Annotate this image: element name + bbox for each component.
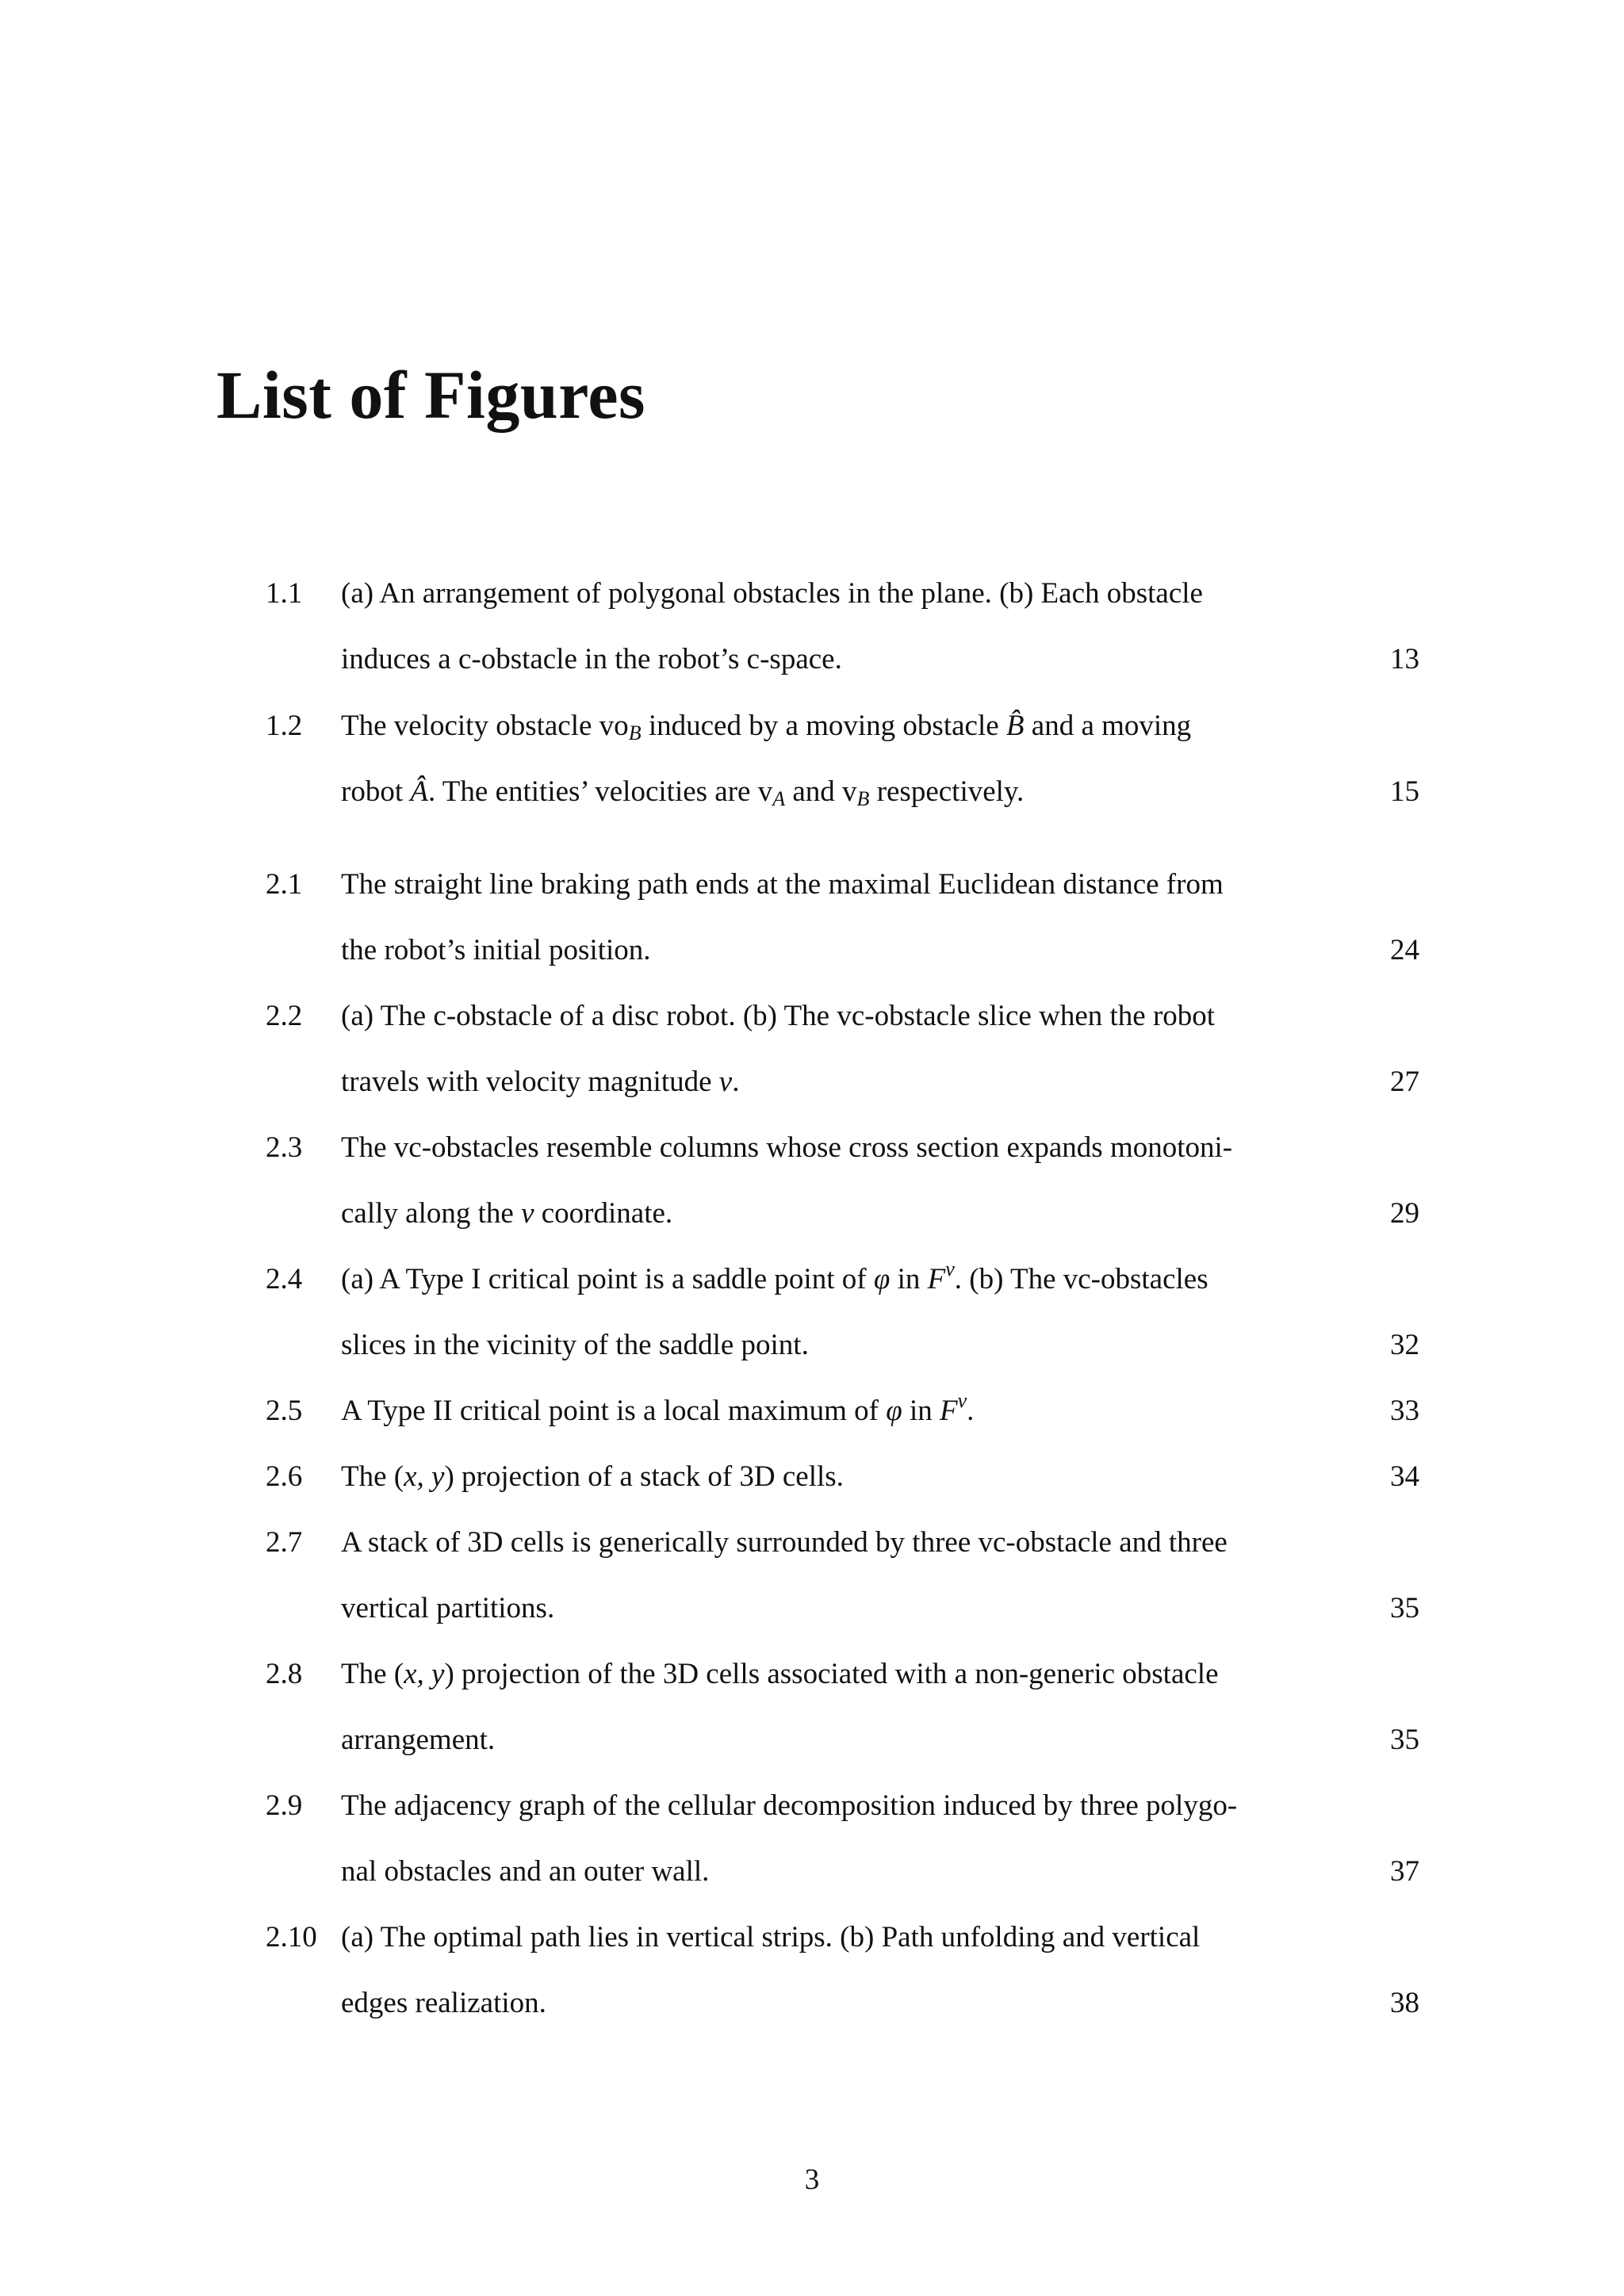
page-ref: 38: [1390, 1987, 1419, 2019]
lof-entry-2-1-cont[interactable]: [0, 932, 1624, 970]
lof-entry-1-1[interactable]: [0, 575, 1624, 613]
figure-number: 2.5: [266, 1395, 303, 1427]
figure-number: 2.9: [266, 1789, 303, 1822]
caption-line: the robot’s initial position.: [341, 934, 651, 966]
lof-entry-2-6[interactable]: [0, 1458, 1624, 1496]
page-ref: 34: [1390, 1460, 1419, 1493]
figure-number: 2.2: [266, 1000, 303, 1032]
lof-entry-2-5[interactable]: [0, 1389, 1624, 1430]
figure-number: 2.3: [266, 1131, 303, 1164]
caption-line: edges realization.: [341, 1987, 546, 2019]
page-ref: 29: [1390, 1197, 1419, 1230]
lof-entry-2-9-cont[interactable]: [0, 1853, 1624, 1891]
caption-line: (a) The c-obstacle of a disc robot. (b) The vc-obstacle slice when the robot: [341, 1000, 1216, 1032]
lof-entry-2-1[interactable]: [0, 866, 1624, 904]
lof-entry-1-1-cont[interactable]: [0, 641, 1624, 679]
page-ref: 35: [1390, 1592, 1419, 1624]
lof-entry-2-3-cont[interactable]: [0, 1195, 1624, 1233]
caption-line: (a) A Type I critical point is a saddle point of φ in $F^v$. (b) The vc-obstacles: [341, 1257, 1208, 1295]
lof-entry-2-4-cont[interactable]: [0, 1326, 1624, 1364]
lof-entry-2-9[interactable]: [0, 1787, 1624, 1825]
page-ref: 35: [1390, 1724, 1419, 1756]
figure-number: 1.2: [266, 710, 303, 742]
page-ref: 33: [1390, 1395, 1419, 1427]
figure-number: 2.8: [266, 1658, 303, 1690]
caption-line: The straight line braking path ends at the maximal Euclidean distance from: [341, 868, 1224, 901]
lof-entry-1-2-cont[interactable]: [0, 773, 1624, 811]
lof-entry-2-8-cont[interactable]: [0, 1721, 1624, 1759]
lof-entry-2-10[interactable]: [0, 1919, 1624, 1957]
page-ref: 24: [1390, 934, 1419, 966]
caption-line: nal obstacles and an outer wall.: [341, 1855, 710, 1888]
caption-line: cally along the ν coordinate.: [341, 1197, 673, 1230]
lof-entry-2-10-cont[interactable]: [0, 1984, 1624, 2022]
caption-line: vertical partitions.: [341, 1592, 555, 1624]
lof-entry-2-8[interactable]: [0, 1655, 1624, 1693]
lof-entry-2-2[interactable]: [0, 997, 1624, 1035]
caption-line: (a) The optimal path lies in vertical strips. (b) Path unfolding and vertical: [341, 1921, 1201, 1954]
caption-line: (a) An arrangement of polygonal obstacles in the plane. (b) Each obstacle: [341, 577, 1203, 610]
lof-entry-2-4[interactable]: [0, 1257, 1624, 1299]
page-ref: 37: [1390, 1855, 1419, 1888]
lof-entry-2-2-cont[interactable]: [0, 1063, 1624, 1101]
page-ref: 32: [1390, 1329, 1419, 1361]
caption-line: The velocity obstacle $vo_B$ induced by a moving obstacle B̂ and a moving: [341, 710, 1192, 744]
figure-number: 2.10: [266, 1921, 317, 1954]
caption-line: arrangement.: [341, 1724, 496, 1756]
figure-number: 2.7: [266, 1526, 303, 1559]
figure-number: 2.4: [266, 1263, 303, 1295]
caption-line: The (x, y) projection of a stack of 3D cells.: [341, 1460, 844, 1493]
caption-line: The (x, y) projection of the 3D cells associated with a non-generic obstacle: [341, 1658, 1219, 1690]
caption-line: A stack of 3D cells is generically surrounded by three vc-obstacle and three: [341, 1526, 1228, 1559]
page-ref: 27: [1390, 1066, 1419, 1098]
figure-number: 2.1: [266, 868, 303, 901]
caption-line: The adjacency graph of the cellular decomposition induced by three polygo-: [341, 1789, 1238, 1822]
figure-number: 1.1: [266, 577, 303, 610]
caption-line: robot Â. The entities’ velocities are $v_A$ and $v_B$ respectively.: [341, 775, 1025, 810]
caption-line: slices in the vicinity of the saddle point.: [341, 1329, 809, 1361]
caption-line: A Type II critical point is a local maximum of φ in $F^v$.: [341, 1389, 975, 1427]
page-title: List of Figures: [216, 357, 646, 433]
caption-line: travels with velocity magnitude ν.: [341, 1066, 740, 1098]
page-ref: 13: [1390, 643, 1419, 675]
caption-line: The vc-obstacles resemble columns whose cross section expands monotoni-: [341, 1131, 1233, 1164]
lof-entry-2-7-cont[interactable]: [0, 1590, 1624, 1628]
page-number: 3: [804, 2164, 820, 2196]
lof-entry-1-2[interactable]: [0, 707, 1624, 745]
lof-entry-2-7[interactable]: [0, 1524, 1624, 1562]
figure-number: 2.6: [266, 1460, 303, 1493]
caption-line: induces a c-obstacle in the robot’s c-space.: [341, 643, 842, 675]
page-ref: 15: [1390, 775, 1419, 808]
lof-entry-2-3[interactable]: [0, 1129, 1624, 1167]
